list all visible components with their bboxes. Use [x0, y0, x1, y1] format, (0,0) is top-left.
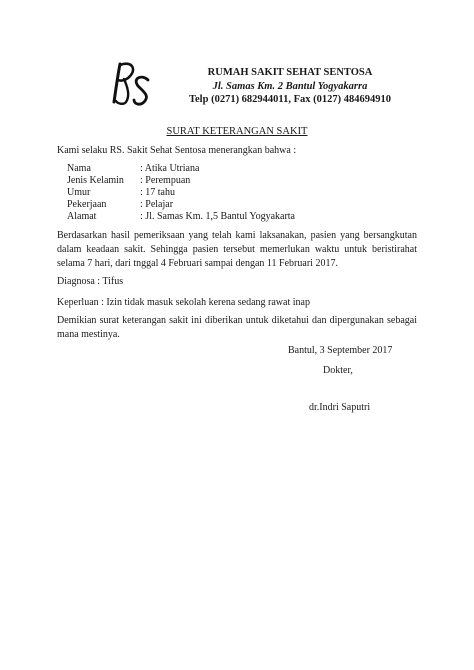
signature-doctor-name: dr.Indri Saputri — [309, 402, 371, 413]
closing-paragraph: Demikian surat keterangan sakit ini diberikan untuk diketahui dan dipergunakan sebagai mana mestinya. — [57, 315, 417, 340]
intro-text: Kami selaku RS. Sakit Sehat Sentosa menerangkan bahwa : — [57, 145, 297, 156]
hospital-address: Jl. Samas Km. 2 Bantul Yogyakarra — [212, 81, 368, 92]
patient-age-value: : 17 tahu — [140, 187, 175, 198]
signature-place-date: Bantul, 3 September 2017 — [288, 345, 393, 356]
patient-name-value: : Atika Utriana — [140, 163, 200, 174]
patient-occupation-label: Pekerjaan — [67, 199, 107, 210]
hospital-name: RUMAH SAKIT SEHAT SENTOSA — [207, 67, 373, 78]
purpose-line: Keperluan : Izin tidak masuk sekolah kerena sedang rawat inap — [57, 297, 310, 308]
patient-address-label: Alamat — [67, 211, 97, 222]
patient-gender-label: Jenis Kelamin — [67, 175, 124, 186]
patient-gender-value: : Perempuan — [140, 175, 191, 186]
hospital-phone: Telp (0271) 682944011, Fax (0127) 484694910 — [188, 94, 392, 105]
patient-age-label: Umur — [67, 187, 91, 198]
signature-role: Dokter, — [323, 365, 353, 376]
patient-address-value: : Jl. Samas Km. 1,5 Bantul Yogyakarta — [140, 211, 295, 222]
diagnosis-line: Diagnosa : Tifus — [57, 276, 124, 287]
patient-name-label: Nama — [67, 163, 91, 174]
patient-occupation-value: : Pelajar — [140, 199, 174, 210]
examination-paragraph: Berdasarkan hasil pemeriksaan yang telah kami laksanakan, pasien yang bersangkutan dalam keadaan sakit. Sehingga pasien tersebut memerlukan waktu untuk beristirahat selama 7 hari, dari tnggal 4 Februari sampai dengan 11 Februari 2017. — [57, 230, 417, 269]
letter-title: SURAT KETERANGAN SAKIT — [166, 126, 308, 137]
hospital-logo — [104, 58, 160, 108]
